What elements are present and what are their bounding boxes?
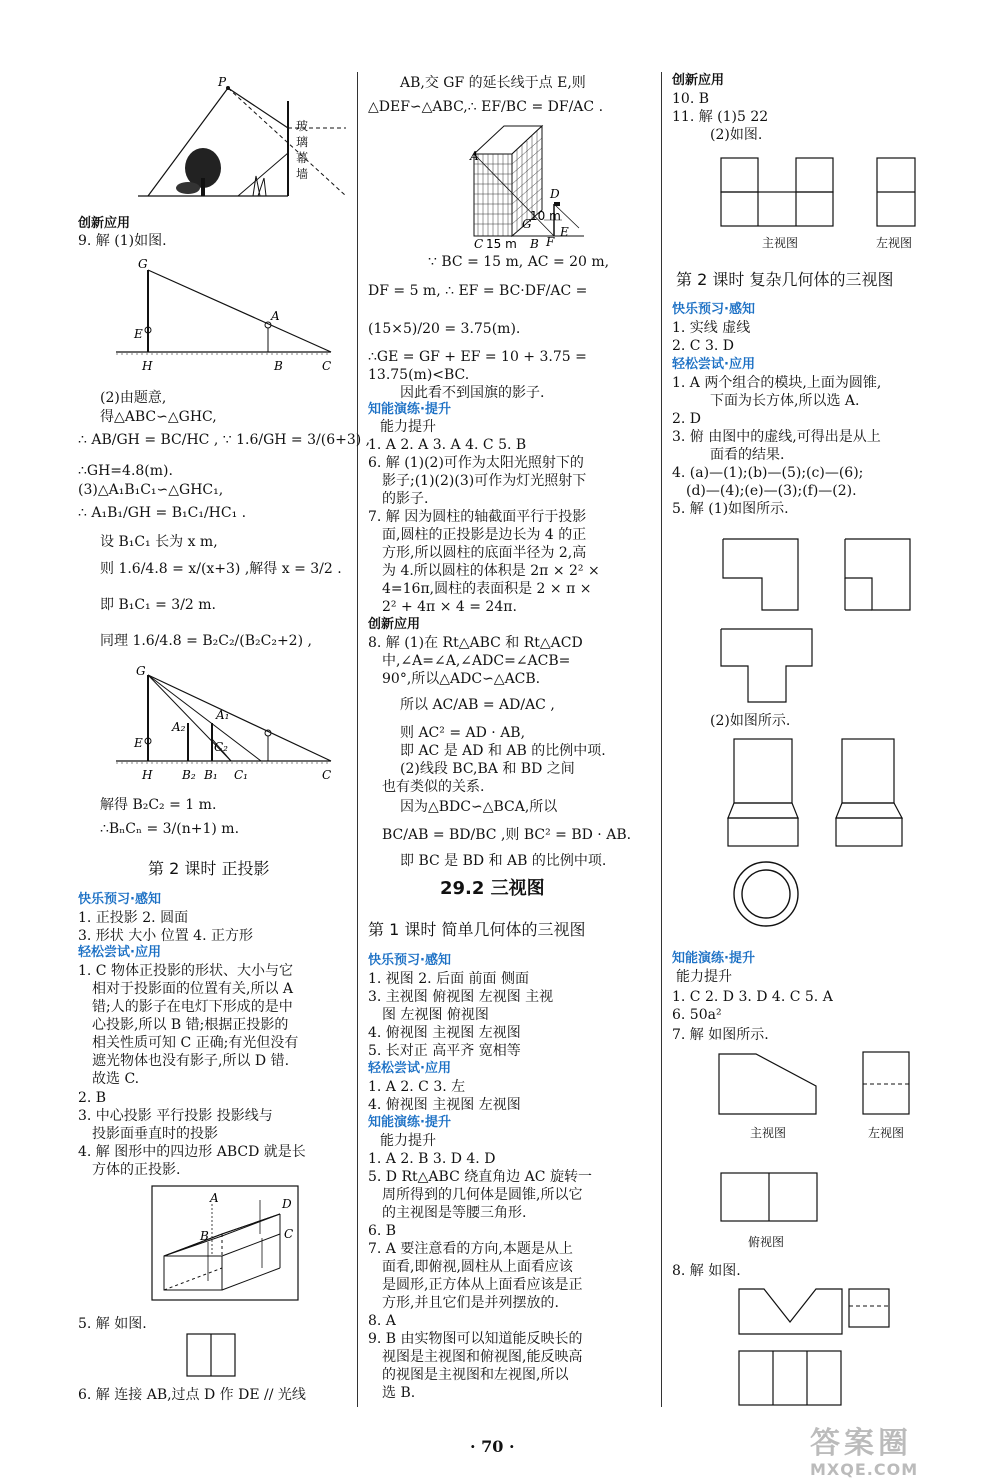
answer-5-view [186, 1333, 238, 1379]
text-line: 影子;(1)(2)(3)可作为灯光照射下 [382, 473, 587, 489]
svg-text:B₁: B₁ [204, 768, 218, 782]
text-line: 2. C 3. D [672, 338, 735, 354]
svg-text:C: C [284, 1227, 294, 1241]
text-line: 9. B 由实物图可以知道能反映长的 [368, 1331, 583, 1347]
text-line: 下面为长方体,所以选 A. [710, 393, 860, 409]
text-line: 得△ABC∽△GHC, [100, 409, 217, 425]
svg-text:H: H [142, 768, 153, 782]
svg-text:C: C [474, 237, 484, 251]
q11-front-view [720, 156, 834, 228]
text-line: 遮光物体也没有影子,所以 D 错. [92, 1053, 290, 1069]
text-line: 选 B. [382, 1385, 416, 1401]
text-line: 同理 1.6/4.8 = B₂C₂/(B₂C₂+2) , [100, 633, 312, 649]
text-line: 3. 俯 由图中的虚线,可得出是从上 [672, 429, 881, 445]
text-line: 方形,并且它们是并列摆放的. [382, 1295, 559, 1311]
lesson-title-simple: 第 1 课时 简单几何体的三视图 [368, 920, 586, 939]
q5-view-c [720, 628, 814, 704]
flagpole-building-figure [464, 124, 594, 249]
q7-left-view [862, 1050, 912, 1116]
text-line: 则 AC² = AD · AB, [400, 725, 526, 741]
text-line: 心投影,所以 B 错;根据正投影的 [92, 1017, 289, 1033]
text-line: (2)如图所示. [710, 713, 791, 729]
text-line: 1. C 2. D 3. D 4. C 5. A [672, 989, 833, 1005]
svg-text:G: G [138, 257, 148, 271]
text-line: 5. D Rt△ABC 绕直角边 AC 旋转一 [368, 1169, 592, 1185]
text-line: (15×5)/20 = 3.75(m). [368, 321, 521, 337]
text-line: 2² + 4π × 4 = 24π. [382, 599, 517, 615]
text-line: 1. 视图 2. 后面 前面 侧面 [368, 971, 529, 987]
text-line: 8. 解 如图. [672, 1263, 741, 1279]
text-line: (2)如图. [710, 127, 763, 143]
svg-text:B: B [274, 359, 283, 373]
watermark-logo [810, 1418, 980, 1480]
section-drill: 知能演练·提升 [368, 1115, 451, 1130]
text-line: 相对于投影面的位置有关,所以 A [92, 981, 294, 997]
section-try: 轻松尝试·应用 [368, 1061, 451, 1076]
text-line: 面看,即俯视,圆柱从上面看应该 [382, 1259, 573, 1275]
text-line: 故选 C. [92, 1071, 140, 1087]
svg-text:B₂: B₂ [182, 768, 196, 782]
svg-text:C₁: C₁ [234, 768, 248, 782]
text-line: 即 AC 是 AD 和 AB 的比例中项. [400, 743, 606, 759]
shadow-figure-1 [116, 258, 336, 373]
text-line: 错;人的影子在电灯下形成的是中 [92, 999, 293, 1015]
text-line: 4. 解 图形中的四边形 ABCD 就是长 [78, 1144, 306, 1160]
text-line: 1. A 2. A 3. A 4. C 5. B [368, 437, 527, 453]
text-line: 4. (a)—(1);(b)—(5);(c)—(6); [672, 465, 864, 481]
svg-text:10 m: 10 m [530, 209, 561, 223]
text-line: ∴ AB/GH = BC/HC , ∵ 1.6/GH = 3/(6+3) , [78, 432, 371, 448]
section-drill: 知能演练·提升 [672, 951, 755, 966]
glass-wall-figure [138, 75, 368, 220]
text-line: 视图是主视图和俯视图,能反映高 [382, 1349, 583, 1365]
lesson-title-orthographic: 第 2 课时 正投影 [148, 859, 270, 878]
watermark-line1: 答案圈 [810, 1426, 912, 1461]
svg-text:G: G [136, 664, 146, 678]
svg-text:C: C [322, 768, 332, 782]
text-line: DF = 5 m, ∴ EF = BC·DF/AC = [368, 283, 588, 299]
innovate-heading: 创新应用 [78, 216, 131, 231]
text-line: 7. A 要注意看的方向,本题是从上 [368, 1241, 573, 1257]
caption-top-view: 俯视图 [748, 1235, 785, 1249]
text-line: ∵ BC = 15 m, AC = 20 m, [428, 254, 610, 270]
section-preview: 快乐预习·感知 [672, 302, 755, 317]
text-line: BC/AB = BD/BC ,则 BC² = BD · AB. [382, 827, 632, 843]
q8-top-view [738, 1350, 844, 1408]
text-line: (d)—(4);(e)—(3);(f)—(2). [686, 483, 857, 499]
text-line: 1. C 物体正投影的形状、大小与它 [78, 963, 293, 979]
text-line: 1. A 2. C 3. 左 [368, 1079, 466, 1095]
text-line: ∴GE = GF + EF = 10 + 3.75 = [368, 349, 587, 365]
svg-text:B: B [200, 1229, 209, 1243]
text-line: 5. 解 (1)如图所示. [672, 501, 789, 517]
caption-front-view: 主视图 [750, 1126, 787, 1140]
answer-9: 9. 解 (1)如图. [78, 233, 167, 249]
text-line: 7. 解 如图所示. [672, 1027, 769, 1043]
section-preview: 快乐预习·感知 [78, 892, 161, 907]
svg-text:A: A [271, 309, 280, 323]
text-line: 6. 50a² [672, 1007, 722, 1023]
text-line: 投影面垂直时的投影 [92, 1126, 218, 1142]
text-line: 5. 长对正 高平齐 宽相等 [368, 1043, 521, 1059]
svg-text:G: G [522, 217, 532, 231]
q7-front-view [718, 1050, 818, 1116]
svg-text:D: D [282, 1197, 292, 1211]
text-line: 13.75(m)<BC. [368, 367, 470, 383]
text-line: ∴GH=4.8(m). [78, 463, 173, 479]
text-line: 8. 解 (1)在 Rt△ABC 和 Rt△ACD [368, 635, 583, 651]
column-divider-1 [357, 72, 358, 1407]
text-line: 即 B₁C₁ = 3/2 m. [100, 597, 217, 613]
text-line: 8. A [368, 1313, 396, 1329]
glass-wall-label: 玻 璃 幕 墙 [296, 119, 309, 181]
text-line: 方形,所以圆柱的底面半径为 2,高 [382, 545, 587, 561]
caption-left-view: 左视图 [876, 236, 913, 250]
svg-text:A: A [470, 149, 479, 163]
text-line: 中,∠A=∠A,∠ADC=∠ACB= [382, 653, 571, 669]
text-line: 的主视图是等腰三角形. [382, 1205, 527, 1221]
text-line: 设 B₁C₁ 长为 x m, [100, 534, 218, 550]
section-preview: 快乐预习·感知 [368, 953, 451, 968]
text-line: 周所得到的几何体是圆锥,所以它 [382, 1187, 583, 1203]
text-line: 1. A 两个组合的模块,上面为圆锥, [672, 375, 882, 391]
text-line: 3. 形状 大小 位置 4. 正方形 [78, 928, 253, 944]
text-line: 11. 解 (1)5 22 [672, 109, 769, 125]
caption-front-view: 主视图 [762, 236, 799, 250]
text-line: 是圆形,正方体从上面看应该是正 [382, 1277, 583, 1293]
text-line: ∴BₙCₙ = 3/(n+1) m. [100, 821, 240, 837]
text-line: 1. A 2. B 3. D 4. D [368, 1151, 496, 1167]
text-line: 3. 主视图 俯视图 左视图 主视 [368, 989, 554, 1005]
text-line: 解得 B₂C₂ = 1 m. [100, 797, 217, 813]
svg-text:H: H [142, 359, 153, 373]
text-line: 2. B [78, 1090, 107, 1106]
text-line: 5. 解 如图. [78, 1316, 147, 1332]
svg-text:F: F [546, 235, 555, 249]
svg-text:D: D [550, 187, 560, 201]
text-line: 6. 解 (1)(2)可作为太阳光照射下的 [368, 455, 584, 471]
text-line: (3)△A₁B₁C₁∽△GHC₁, [78, 482, 224, 498]
svg-text:E: E [134, 327, 143, 341]
q5-2-view-a [728, 738, 800, 848]
svg-text:C₂: C₂ [214, 740, 228, 754]
text-line: 的视图是主视图和左视图,所以 [382, 1367, 569, 1383]
text-line: 4=16π,圆柱的表面积是 2 × π × [382, 581, 592, 597]
text-line: 10. B [672, 91, 710, 107]
point-p-label: P [218, 75, 227, 89]
svg-text:A: A [210, 1191, 219, 1205]
svg-text:15 m: 15 m [486, 237, 517, 251]
text-line: 所以 AC/AB = AD/AC , [400, 697, 555, 713]
text-line: 90°,所以△ADC∽△ACB. [382, 671, 541, 687]
q8-front-view [738, 1288, 844, 1336]
q5-2-view-top [732, 860, 802, 930]
text-line: 6. 解 连接 AB,过点 D 作 DE // 光线 [78, 1387, 306, 1403]
innovate-heading: 创新应用 [672, 73, 725, 88]
shadow-figure-2 [116, 665, 336, 780]
text-line: 为 4.所以圆柱的体积是 2π × 2² × [382, 563, 600, 579]
text-line: 因此看不到国旗的影子. [400, 385, 545, 401]
section-try: 轻松尝试·应用 [672, 357, 755, 372]
lesson-title-complex: 第 2 课时 复杂几何体的三视图 [676, 270, 894, 289]
q5-view-a [722, 538, 800, 612]
text-line: 方体的正投影. [92, 1162, 181, 1178]
text-line: 6. B [368, 1223, 397, 1239]
text-line: 相关性质可知 C 正确;有光但没有 [92, 1035, 299, 1051]
text-line: 即 BC 是 BD 和 AB 的比例中项. [400, 853, 607, 869]
svg-text:A₂: A₂ [172, 720, 186, 734]
q8-left-view [848, 1288, 892, 1330]
q7-top-view [720, 1172, 818, 1224]
text-line: 能力提升 [676, 969, 732, 985]
column-divider-2 [661, 72, 662, 1407]
svg-text:B: B [530, 237, 539, 251]
q5-view-b [844, 538, 912, 612]
section-try: 轻松尝试·应用 [78, 945, 161, 960]
innovate-heading: 创新应用 [368, 617, 421, 632]
text-line: AB,交 GF 的延长线于点 E,则 [400, 75, 586, 91]
text-line: 3. 中心投影 平行投影 投影线与 [78, 1108, 273, 1124]
text-line: 面,圆柱的正投影是边长为 4 的正 [382, 527, 587, 543]
text-line: 2. D [672, 411, 702, 427]
svg-text:C: C [322, 359, 332, 373]
text-line: 4. 俯视图 主视图 左视图 [368, 1097, 521, 1113]
text-line: 因为△BDC∽△BCA,所以 [400, 799, 558, 815]
text-line: 面看的结果. [710, 447, 785, 463]
text-line: 能力提升 [380, 419, 436, 435]
text-line: ∴ A₁B₁/GH = B₁C₁/HC₁ . [78, 505, 247, 521]
svg-text:A₁: A₁ [216, 708, 230, 722]
caption-left-view: 左视图 [868, 1126, 905, 1140]
watermark-line2: MXQE.COM [810, 1460, 919, 1479]
text-line: (2)线段 BC,BA 和 BD 之间 [400, 761, 575, 777]
text-line: 1. 正投影 2. 圆面 [78, 910, 189, 926]
text-line: 图 左视图 俯视图 [382, 1007, 489, 1023]
text-line: 也有类似的关系. [382, 779, 485, 795]
q5-2-view-b [836, 738, 908, 848]
cuboid-projection-figure [152, 1186, 300, 1302]
text-line: 4. 俯视图 主视图 左视图 [368, 1025, 521, 1041]
section-drill: 知能演练·提升 [368, 402, 451, 417]
svg-text:E: E [134, 736, 143, 750]
text-line: △DEF∽△ABC,∴ EF/BC = DF/AC . [368, 99, 604, 115]
text-line: 则 1.6/4.8 = x/(x+3) ,解得 x = 3/2 . [100, 561, 342, 577]
text-line: 7. 解 因为圆柱的轴截面平行于投影 [368, 509, 587, 525]
text-line: 1. 实线 虚线 [672, 320, 751, 336]
q11-left-view [876, 156, 918, 228]
text-line: 的影子. [382, 491, 429, 507]
chapter-title-292: 29.2 三视图 [440, 878, 545, 899]
svg-text:E: E [560, 225, 569, 239]
answer-9-2: (2)由题意, [100, 390, 167, 406]
page-number: · 70 · [470, 1437, 515, 1456]
text-line: 能力提升 [380, 1133, 436, 1149]
